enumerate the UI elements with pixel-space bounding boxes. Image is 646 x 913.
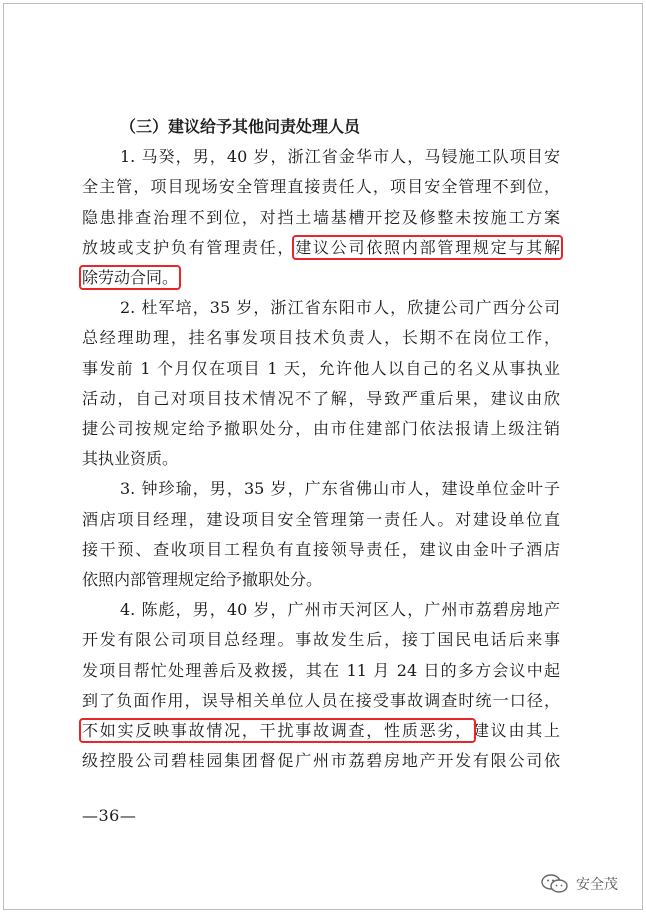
highlighted-text: 除劳动合同。	[82, 268, 179, 288]
paragraph	[82, 293, 560, 474]
text-line: 3. 钟珍瑜，男，35 岁，广东省佛山市人，建设单位金叶子	[120, 479, 560, 499]
text-line: 活动，自己对项目技术情况不了解，导致严重后果，建议由欣	[82, 388, 560, 408]
text-line: 4. 陈彪，男，40 岁，广州市天河区人，广州市荔碧房地产	[120, 600, 560, 620]
text-line: 接干预、查收项目工程负有直接领导责任，建议由金叶子酒店	[82, 539, 560, 559]
paragraph	[82, 474, 560, 595]
watermark	[540, 870, 618, 898]
text-line: 总经理助理，挂名事发项目技术负责人，长期不在岗位工作，	[82, 328, 560, 348]
document-body	[82, 112, 560, 776]
text-line: 事发前 1 个月仅在项目 1 天，允许他人以自己的名义从事执业	[82, 358, 560, 378]
text-line	[82, 233, 560, 263]
text-line: 其执业资质。	[82, 449, 179, 469]
text-line	[82, 263, 560, 293]
text-line	[82, 716, 560, 746]
section-heading: （三）建议给予其他问责处理人员	[120, 117, 361, 136]
text-line: 全主管，项目现场安全管理直接责任人，项目安全管理不到位，	[82, 177, 560, 197]
text-line: 2. 杜军培，35 岁，浙江省东阳市人，欣捷公司广西分公司	[120, 298, 560, 318]
page-number: —36—	[82, 806, 137, 825]
text-line: 到了负面作用，误导相关单位人员在接受事故调查时统一口径，	[82, 690, 560, 710]
text-line: 捷公司按规定给予撤职处分，由市住建部门依法报请上级注销	[82, 419, 560, 439]
text-line: 级控股公司碧桂园集团督促广州市荔碧房地产开发有限公司依	[82, 751, 560, 771]
wechat-icon	[540, 873, 570, 895]
text-line: 1. 马癸，男，40 岁，浙江省金华市人，马锓施工队项目安	[120, 147, 560, 167]
watermark-label: 安全茂	[576, 877, 618, 893]
text-line: 隐患排查治理不到位，对挡土墙基槽开挖及修整未按施工方案	[82, 207, 560, 227]
text-segment: 放坡或支护负有管理责任，	[82, 237, 296, 257]
text-segment: 建议由其上	[472, 721, 560, 741]
highlighted-text: 建议公司依照内部管理规定与其解	[295, 237, 560, 257]
paragraph	[82, 142, 560, 293]
text-line: 依照内部管理规定给予撤职处分。	[82, 570, 323, 590]
text-line: 酒店项目经理，建设项目安全管理第一责任人。对建设单位直	[82, 509, 560, 529]
text-line: 发项目帮忙处理善后及救援，其在 11 月 24 日的多方会议中起	[82, 660, 560, 680]
highlighted-text: 不如实反映事故情况，干扰事故调查，性质恶劣，	[82, 721, 473, 741]
paragraph-list	[82, 142, 560, 776]
text-line: 开发有限公司项目总经理。事故发生后，接丁国民电话后来事	[82, 630, 560, 650]
paragraph	[82, 595, 560, 776]
